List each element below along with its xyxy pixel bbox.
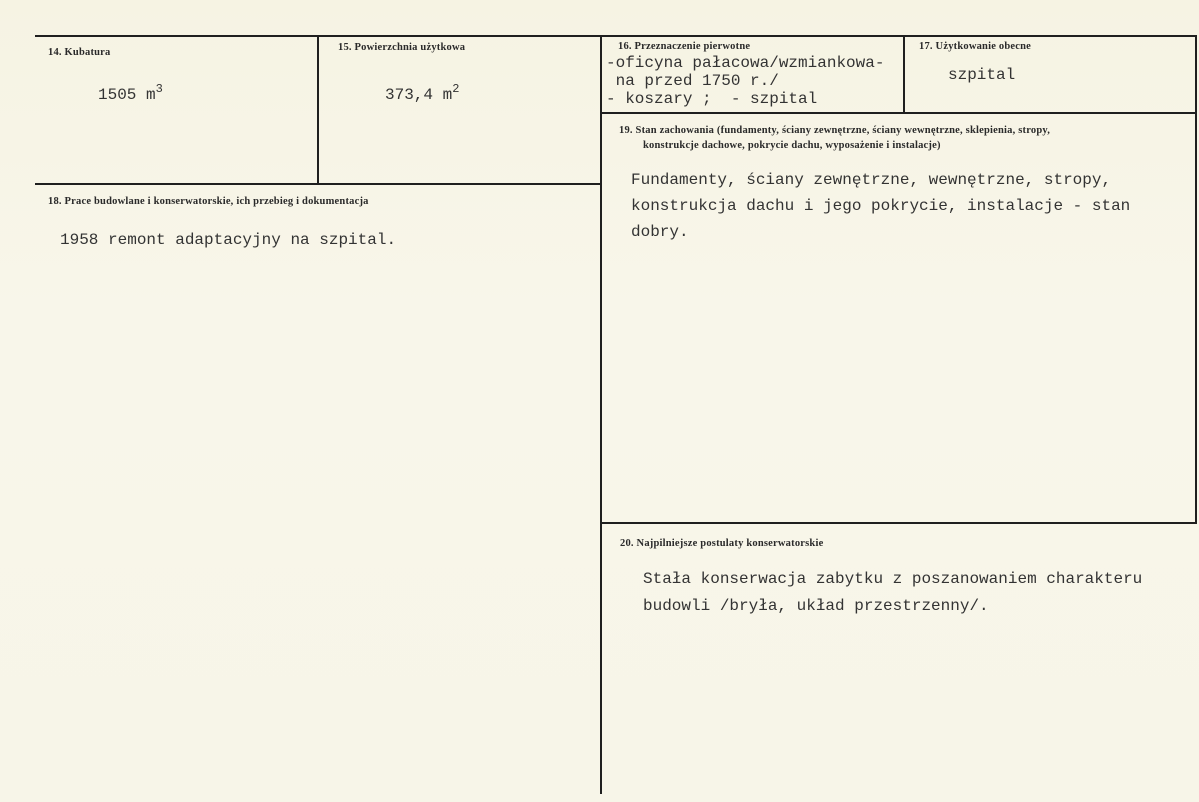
original-purpose-line-3: - koszary ; - szpital	[606, 90, 818, 108]
divider-16-19	[601, 112, 1197, 114]
field-16-label: 16. Przeznaczenie pierwotne	[618, 41, 751, 52]
condition-line-1: Fundamenty, ściany zewnętrzne, wewnętrzne, stropy,	[631, 171, 1112, 189]
original-purpose-line-1: -oficyna pałacowa/wzmiankowa-	[606, 54, 885, 72]
divider-14-15	[317, 36, 319, 184]
right-border-line	[1195, 36, 1197, 524]
field-20-label: 20. Najpilniejsze postulaty konserwatorskie	[620, 538, 824, 549]
field-17-value: szpital	[948, 66, 1016, 84]
field-19-label-line-2: konstrukcje dachowe, pokrycie dachu, wyposażenie i instalacje)	[643, 140, 941, 151]
field-16-value	[606, 54, 884, 108]
field-20-value	[643, 566, 1142, 620]
divider-19-20	[601, 522, 1197, 524]
postulate-line-1: Stała konserwacja zabytku z poszanowaniem charakteru	[643, 570, 1143, 588]
field-15-label: 15. Powierzchnia użytkowa	[338, 42, 466, 53]
field-15-value	[385, 84, 459, 106]
field-17-label: 17. Użytkowanie obecne	[919, 41, 1032, 52]
field-14-value	[98, 84, 163, 106]
condition-line-2: konstrukcja dachu i jego pokrycie, instalacje - stan	[631, 197, 1131, 215]
field-18-value: 1958 remont adaptacyjny na szpital.	[60, 231, 397, 249]
divider-left-right	[600, 36, 602, 794]
cubature-exponent: 3	[155, 82, 163, 96]
top-border-line	[35, 35, 1197, 37]
divider-14-18	[35, 183, 602, 185]
cubature-value: 1505 m	[98, 86, 156, 104]
condition-line-3: dobry.	[631, 223, 689, 241]
field-14-label: 14. Kubatura	[48, 47, 111, 58]
area-value: 373,4 m	[385, 86, 453, 104]
area-exponent: 2	[452, 82, 460, 96]
original-purpose-line-2: na przed 1750 r./	[606, 72, 779, 90]
field-18-label: 18. Prace budowlane i konserwatorskie, ich przebieg i dokumentacja	[48, 196, 369, 207]
divider-16-17	[903, 36, 905, 113]
field-19-label-line-1: 19. Stan zachowania (fundamenty, ściany zewnętrzne, ściany wewnętrzne, sklepienia, stropy,	[619, 125, 1051, 136]
field-19-value	[631, 167, 1130, 245]
postulate-line-2: budowli /bryła, układ przestrzenny/.	[643, 597, 989, 615]
